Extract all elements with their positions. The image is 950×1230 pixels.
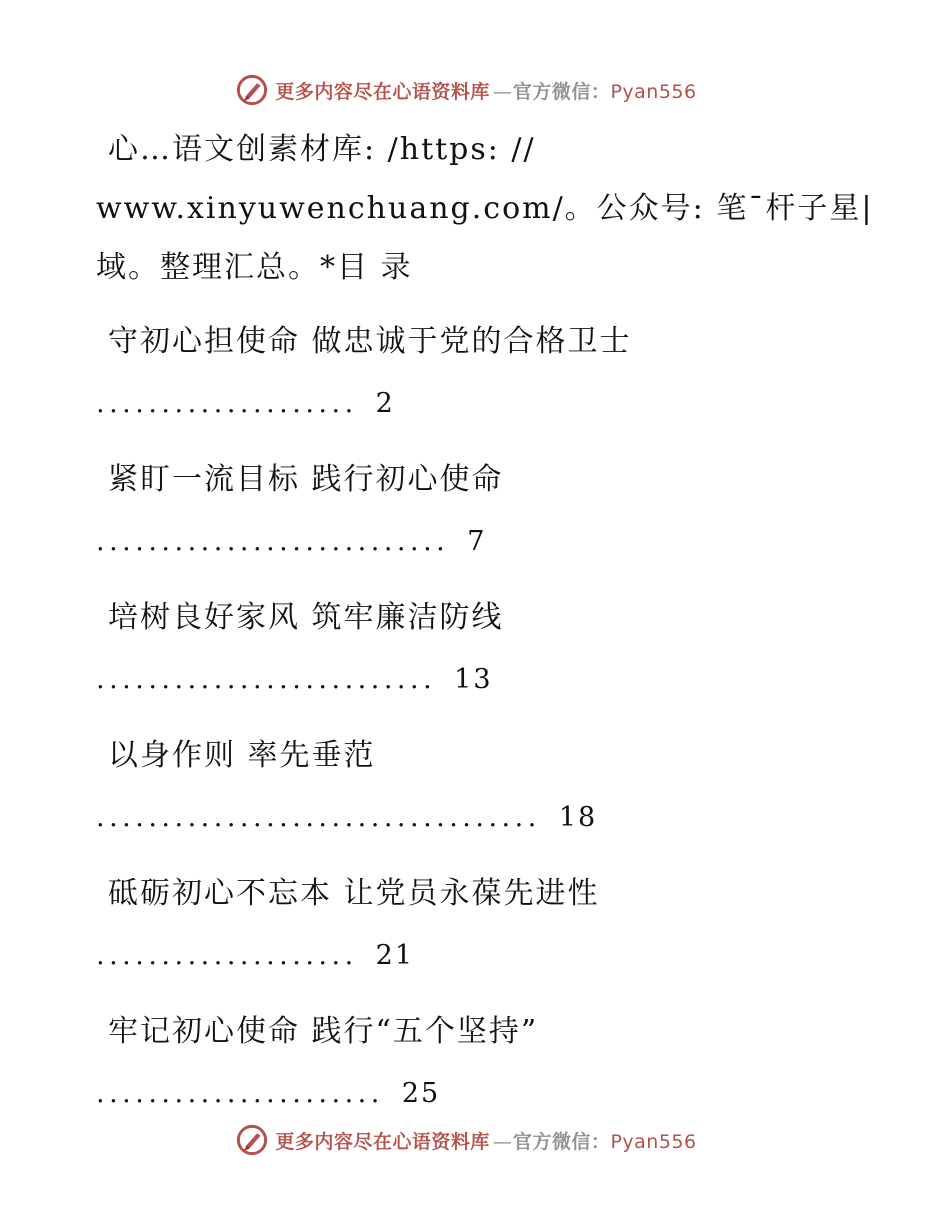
toc-entry-title: 培树良好家风 筑牢廉洁防线 [108,600,504,635]
toc-entry-leader [96,373,856,435]
toc-dots: .................... [96,940,358,971]
toc-entry[interactable] [96,863,856,987]
toc-entry[interactable] [96,587,856,711]
toc-entry-title: 牢记初心使命 践行“五个坚持” [108,1014,539,1049]
toc-dots: .................... [96,388,358,419]
document-body [96,120,874,1125]
toc-page-number: 7 [467,526,487,557]
banner-text: 更多内容尽在心语资料库 — 官方微信：Pyan556 [275,1130,697,1153]
toc-entry-leader [96,649,856,711]
footer-banner [0,1120,950,1160]
toc-dots: .................................. [96,802,541,833]
table-of-contents [96,311,856,1125]
pen-circle-logo-icon [235,73,269,107]
toc-entry-leader [96,511,856,573]
toc-entry-leader [96,925,856,987]
toc-entry-leader [96,1063,856,1125]
intro-line-3: 域。整理汇总。*目 录 [96,250,413,285]
toc-entry[interactable] [96,725,856,849]
toc-entry-title: 砥砺初心不忘本 让党员永葆先进性 [108,876,600,911]
toc-entry-title: 以身作则 率先垂范 [108,738,376,773]
toc-entry-title: 紧盯一流目标 践行初心使命 [108,462,504,497]
toc-entry-title: 守初心担使命 做忠诚于党的合格卫士 [108,324,632,359]
toc-entry-leader [96,787,856,849]
toc-page-number: 18 [558,802,598,833]
toc-page-number: 21 [375,940,415,971]
toc-page-number: 2 [375,388,395,419]
toc-page-number: 13 [454,664,493,695]
toc-entry[interactable] [96,1001,856,1125]
toc-dots: ........................... [96,526,450,557]
pen-circle-logo-icon [235,1123,269,1157]
toc-entry[interactable] [96,311,856,435]
banner-text: 更多内容尽在心语资料库 — 官方微信：Pyan556 [275,80,697,103]
intro-line-2: www.xinyuwenchuang.com/。公众号: 笔¯杆子星| [96,191,874,226]
header-banner [0,70,950,110]
toc-page-number: 25 [401,1078,441,1109]
toc-dots: .......................... [96,664,437,695]
toc-entry[interactable] [96,449,856,573]
intro-line-1: 心…语文创素材库: /https: // [108,132,536,167]
toc-dots: ...................... [96,1078,384,1109]
intro-paragraph [96,120,874,297]
